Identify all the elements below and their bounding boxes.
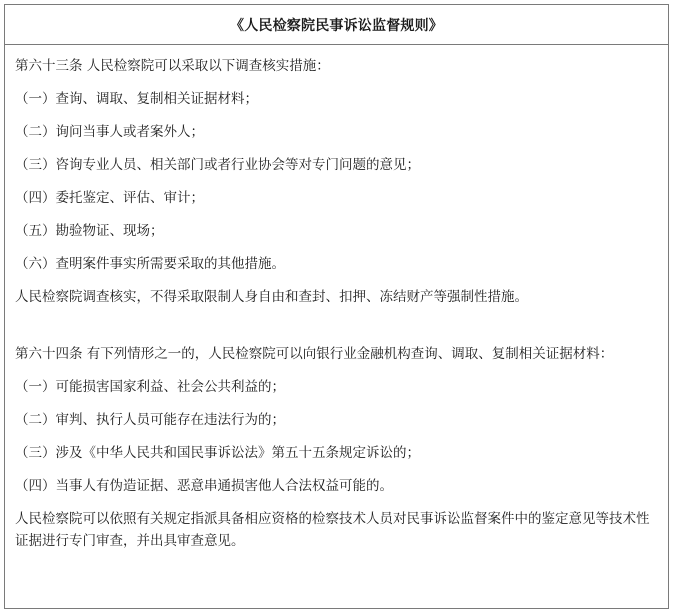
article-63-item: （一）查询、调取、复制相关证据材料；	[15, 91, 258, 107]
article-64-item: （二）审判、执行人员可能存在违法行为的；	[15, 412, 285, 428]
table-body	[5, 45, 668, 552]
article-63-item: （三）咨询专业人员、相关部门或者行业协会等对专门问题的意见；	[15, 157, 420, 173]
article-64-closing: 人民检察院可以依照有关规定指派具备相应资格的检察技术人员对民事诉讼监督案件中的鉴定意见等技术性证据进行专门审查，并出具审查意见。	[15, 511, 650, 549]
article-63-item: （四）委托鉴定、评估、审计；	[15, 190, 204, 206]
article-63-item: （五）勘验物证、现场；	[15, 223, 164, 239]
article-63-closing: 人民检察院调查核实，不得采取限制人身自由和查封、扣押、冻结财产等强制性措施。	[15, 289, 528, 305]
article-63-item: （二）询问当事人或者案外人；	[15, 124, 204, 140]
table-title: 《人民检察院民事诉讼监督规则》	[5, 5, 668, 45]
article-63-item: （六）查明案件事实所需要采取的其他措施。	[15, 256, 285, 272]
article-64-item: （四）当事人有伪造证据、恶意串通损害他人合法权益可能的。	[15, 478, 393, 494]
article-64-intro: 第六十四条 有下列情形之一的，人民检察院可以向银行业金融机构查询、调取、复制相关证据材料：	[15, 346, 614, 362]
article-63-intro: 第六十三条 人民检察院可以采取以下调查核实措施：	[15, 58, 330, 74]
article-64-item: （三）涉及《中华人民共和国民事诉讼法》第五十五条规定诉讼的；	[15, 445, 420, 461]
article-64-item: （一）可能损害国家利益、社会公共利益的；	[15, 379, 285, 395]
regulation-table	[4, 4, 669, 609]
